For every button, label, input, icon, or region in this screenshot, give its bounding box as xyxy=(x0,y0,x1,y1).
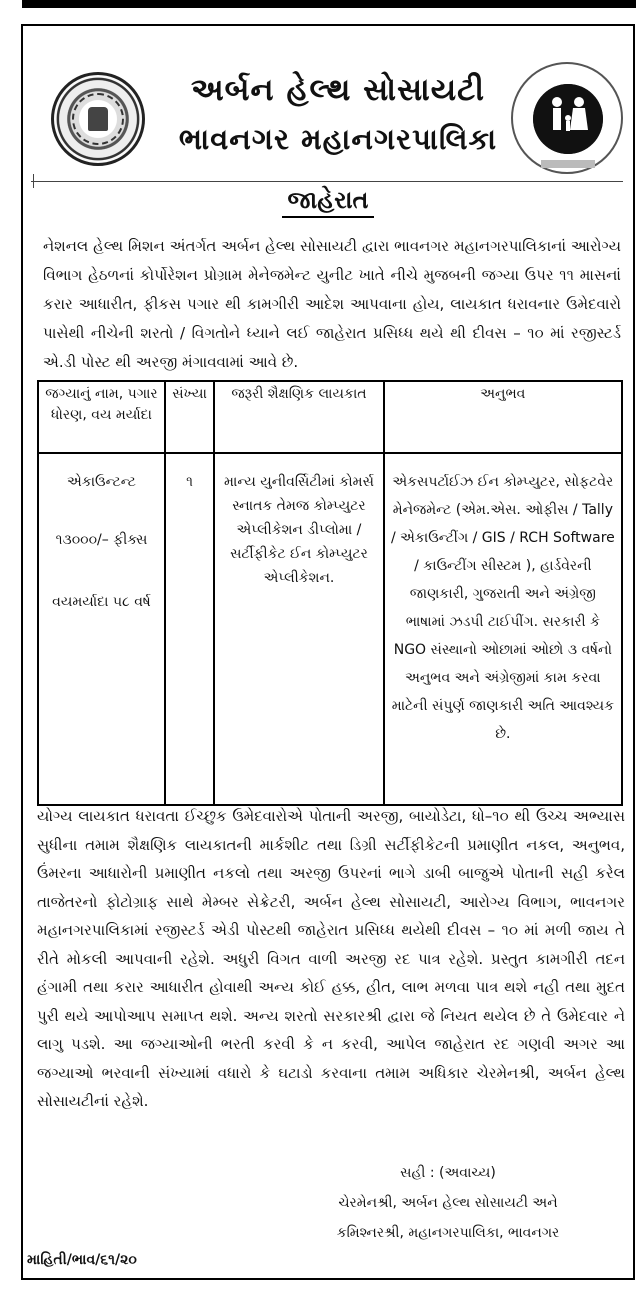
header-divider xyxy=(31,181,623,182)
qualification-cell xyxy=(214,453,383,805)
notice-heading-text: જાહેરાત xyxy=(282,186,375,218)
qualification-text: માન્ય યુનીવર્સિટીમાં કોમર્સ સ્નાતક તેમજ કોમ્પ્યુટર એપ્લીકેશન ડીપ્લોમા / સર્ટીફીકેટ ઈન કોમ્પ્યુટર એપ્લીકેશન. xyxy=(224,474,374,586)
organization-title: અર્બન હેલ્થ સોસાયટી xyxy=(190,72,486,108)
advertisement-frame xyxy=(21,24,635,1280)
table-header-row xyxy=(38,381,622,453)
post-cell xyxy=(38,453,165,805)
header-experience: અનુભવ xyxy=(384,381,622,453)
experience-text: એકસપર્ટાઈઝ ઈન કોમ્પ્યુટર, સોફટવેર મેનેજમેન્ટ (એમ.એસ. ઓફીસ / Tally / એકાઉન્ટીંગ / GIS / RCH Software / કાઉન્ટીંગ સીસ્ટમ ), હાર્ડવેરની જાણકારી, ગુજરાતી અને અંગ્રેજી ભાષામાં ઝડપી ટાઈપીંગ. સરકારી કે NGO સંસ્થાનો ઓછામાં ઓછો ૩ વર્ષનો અનુભવ અને અંગ્રેજીમાં કામ કરવા માટેની સંપુર્ણ જાણકારી અતિ આવશ્યક છે. xyxy=(390,474,615,742)
signatory-title-2: કમિશ્નરશ્રી, મહાનગરપાલિકા, ભાવનગર xyxy=(336,1225,560,1241)
post-salary: ૧૩૦૦૦/– ફીક્સ xyxy=(55,532,148,548)
intro-paragraph: નેશનલ હેલ્થ મિશન અંતર્ગત અર્બન હેલ્થ સોસાયટી દ્વારા ભાવનગર મહાનગરપાલિકાનાં આરોગ્ય વિભાગ હેઠળનાં કોર્પોરેશન પ્રોગ્રામ મેનેજમેન્ટ યુનીટ ખાતે નીચે મુજબની જગ્યા ઉપર ૧૧ માસનાં કરાર આધારીત, ફીકસ પગાર થી કામગીરી આદેશ આપવાના હોય, લાયકાત ધરાવનાર ઉમેદવારો પાસેથી નીચેની શરતો / વિગતોને ધ્યાને લઈ જાહેરાત પ્રસિધ્ધ થયે થી દીવસ – ૧૦ માં રજીસ્ટર્ડ એ.ડી પોસ્ટ થી અરજી મંગાવવામાં આવે છે. xyxy=(43,237,621,371)
municipal-emblem-icon xyxy=(51,72,145,166)
signature-block xyxy=(273,1158,623,1248)
municipality-title: ભાવનગર મહાનગરપાલિકા xyxy=(178,122,498,156)
top-border-bar xyxy=(22,0,636,8)
header-qualification: જરૂરી શૈક્ષણિક લાયકાત xyxy=(214,381,383,453)
instructions-paragraph: યોગ્ય લાયકાત ધરાવતા ઈચ્છુક ઉમેદવારોએ પોતાની અરજી, બાયોડેટા, ધો–૧૦ થી ઉચ્ચ અભ્યાસ સુધીના તમામ શૈક્ષણિક લાયકાતની માર્કશીટ તથા ડિગ્રી સર્ટીફીકેટની પ્રમાણીત નકલ, અનુભવ, ઉંમરના આધારોની પ્રમાણીત નકલો તથા અરજી ઉપરનાં ભાગે ડાબી બાજુએ પોતાની સહી કરેલ તાજેતરનો ફોટોગ્રાફ સાથે મેમ્બર સેક્રેટરી, અર્બન હેલ્થ સોસાયટી, આરોગ્ય વિભાગ, ભાવનગર મહાનગરપાલિકામાં રજીસ્ટર્ડ એડી પોસ્ટથી જાહેરાત પ્રસિધ્ધ થયેથી દીવસ – ૧૦ માં મળી જાય તે રીતે મોકલી આપવાની રહેશે. અધુરી વિગત વાળી અરજી રદ પાત્ર રહેશે. પ્રસ્તુત કામગીરી તદન હંગામી તથા કરાર આધારીત હોવાથી અન્ય કોઈ હક્ક, હીત, લાભ મળવા પાત્ર થશે નહી તથા મુદત પુરી થયે આપોઆપ સમાપ્ત થશે. અન્ય શરતો સરકારશ્રી દ્વારા જે નિયત થયેલ છે તે ઉમેદવાર ને લાગુ પડશે. આ જગ્યાઓની ભરતી કરવી કે ન કરવી, આપેલ જાહેરાત રદ ગણવી અગર આ જગ્યાઓ ભરવાની સંખ્યામાં વધારો કે ઘટાડો કરવાના તમામ અધિકાર ચેરમેનશ્રી, અર્બન હેલ્થ સોસાયટીનાં રહેશે. xyxy=(37,807,625,1110)
header xyxy=(23,26,633,176)
experience-cell xyxy=(384,453,622,805)
table-row xyxy=(38,453,622,805)
notice-heading xyxy=(23,186,633,214)
post-count: ૧ xyxy=(186,474,194,490)
health-mission-logo-icon xyxy=(511,62,623,174)
count-cell xyxy=(165,453,214,805)
post-age-limit: વયમર્યાદા ૫૮ વર્ષ xyxy=(52,594,151,610)
signatory-title-1: ચેરમેનશ્રી, અર્બન હેલ્થ સોસાયટી અને xyxy=(338,1195,558,1211)
header-post: જગ્યાનું નામ, પગાર ધોરણ, વય મર્યાદા xyxy=(38,381,165,453)
signature-line: સહી : (અવાચ્ય) xyxy=(400,1165,496,1181)
header-count: સંખ્યા xyxy=(165,381,214,453)
footer-reference: માહિતી/ભાવ/૬૧/૨૦ xyxy=(27,1252,137,1268)
post-name: એકાઉન્ટન્ટ xyxy=(66,474,136,490)
vacancy-table xyxy=(37,380,623,806)
